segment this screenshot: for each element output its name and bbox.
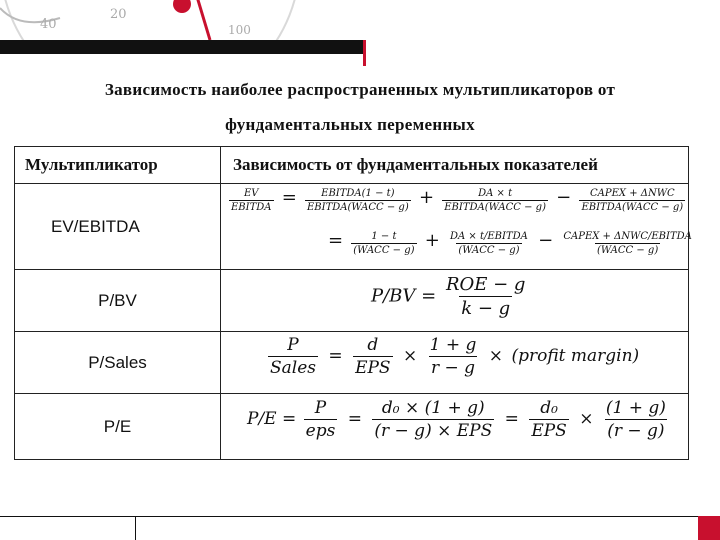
table-row [15,184,689,270]
formula-ev-ebitda [221,184,692,270]
formula-line-2: = 1 − t (WACC − g) + DA × t/EBITDA (WACC − g) − CAPEX + ΔNWC/EBITDA (WACC − g) [328,230,692,256]
footer-red-accent [698,516,720,540]
table-row [15,332,689,394]
formula-line-1: EV EBITDA = EBITDA(1 − t) EBITDA(WACC − g) + DA × t EBITDA(WACC − g) − CAPEX + ΔNWC EBITDA(WACC − g) [231,187,684,213]
footer-rule [0,516,698,517]
multiplier-p-e: P/E [15,394,221,460]
formula-p-e: P/E = P eps = d₀ × (1 + g) (r − g) × EPS = d₀ EPS × $\frac{(1 + g)}{(r - g)}$ [221,394,689,460]
header-black-bar [0,40,363,54]
table-row [15,394,689,460]
gauge-label-20: 20 [110,7,127,22]
formula-p-sales: P Sales = d EPS × $\frac{1 + g}{r - g}$ × (profit margin) [221,332,689,394]
column-header-dependency: Зависимость от фундаментальных показателей [221,147,689,184]
multipliers-table [14,146,692,460]
table-row [15,270,689,332]
page-title-line2: фундаментальных переменных [225,115,475,134]
table-header-row [15,147,689,184]
page-title-line1: Зависимость наиболее распространенных мультипликаторов от [104,80,616,99]
formula-lhs: P/E = [247,409,297,429]
multiplier-p-bv: P/BV [15,270,221,332]
gauge-label-40: 40 [40,17,57,32]
multiplier-p-sales: P/Sales [15,332,221,394]
formula-p-bv: P/BV = ROE − g k − g [221,270,689,332]
formula-lhs: P/BV = [371,285,437,307]
profit-margin-term: (profit margin) [511,346,640,366]
column-header-multiplier: Мультипликатор [15,147,221,184]
multiplier-ev-ebitda: EV/EBITDA [15,184,221,270]
speedometer-decoration [0,0,300,42]
header-red-accent [363,40,366,66]
footer-divider [135,516,136,540]
gauge-label-100: 100 [228,23,251,37]
